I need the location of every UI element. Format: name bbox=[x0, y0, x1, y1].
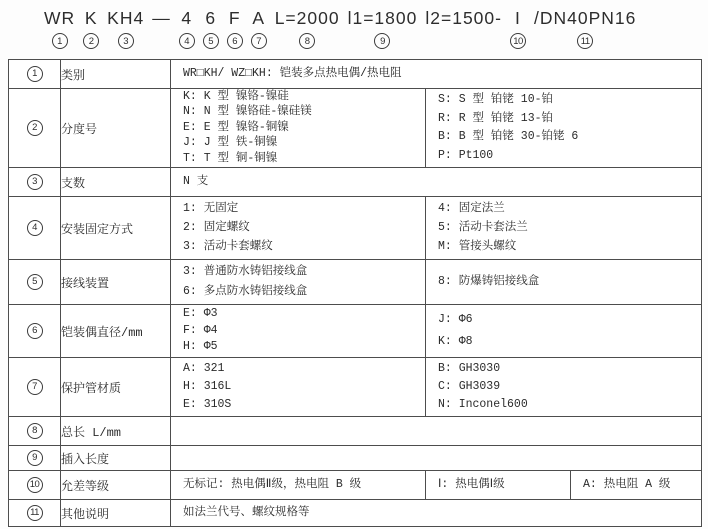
row-number-badge: 9 bbox=[27, 450, 43, 466]
cell-text: R: R 型 铂铑 13-铂 bbox=[438, 111, 554, 125]
cell-text: J: Φ6 bbox=[438, 312, 473, 326]
row-total-length bbox=[9, 417, 702, 446]
cell-text: F: Φ4 bbox=[183, 323, 218, 337]
code-segment bbox=[348, 9, 418, 49]
code-segment bbox=[179, 9, 195, 49]
cell-text: 8: 防爆铸铝接线盒 bbox=[438, 274, 540, 288]
cell-text: 如法兰代号、螺纹规格等 bbox=[183, 505, 310, 519]
code-segment bbox=[227, 9, 243, 49]
code-segment bbox=[107, 9, 144, 49]
cell-text: K: K 型 镍铬-镍硅 bbox=[183, 90, 289, 104]
cell-text: N: Inconel600 bbox=[438, 397, 528, 411]
row-tolerance-class bbox=[9, 471, 702, 500]
row-label: 铠装偶直径/mm bbox=[61, 305, 171, 358]
cell-text: E: Φ3 bbox=[183, 307, 218, 321]
row-category bbox=[9, 60, 702, 89]
cell-text: J: J 型 铁-铜镍 bbox=[183, 136, 278, 150]
row-label: 总长 L/mm bbox=[61, 417, 171, 446]
cell-text: 无标记: 热电偶Ⅱ级，热电阻 B 级 bbox=[183, 477, 362, 491]
row-label: 分度号 bbox=[61, 89, 171, 168]
code-segment-text: — bbox=[152, 8, 171, 28]
code-segment-text: 6 bbox=[205, 8, 217, 28]
cell-text: A: 热电阻 A 级 bbox=[583, 477, 671, 491]
code-segment bbox=[251, 9, 267, 49]
code-segment-text: F bbox=[228, 8, 241, 28]
cell-text: S: S 型 铂铑 10-铂 bbox=[438, 93, 554, 107]
position-marker: 7 bbox=[251, 33, 267, 49]
code-segment-text: A bbox=[252, 8, 266, 28]
code-segment-text: I bbox=[515, 8, 521, 28]
cell-text: WR□KH/ WZ□KH: 铠装多点热电偶/热电阻 bbox=[183, 66, 402, 80]
cell-text: H: 316L bbox=[183, 379, 232, 393]
row-number-badge: 3 bbox=[27, 174, 43, 190]
row-number-badge: 5 bbox=[27, 274, 43, 290]
row-label: 插入长度 bbox=[61, 446, 171, 471]
position-marker: 1 bbox=[52, 33, 68, 49]
code-segment-text: L=2000 bbox=[274, 8, 340, 28]
row-number-badge: 4 bbox=[27, 220, 43, 236]
position-marker: 5 bbox=[203, 33, 219, 49]
cell-text: 4: 固定法兰 bbox=[438, 201, 505, 215]
cell-text: 6: 多点防水铸铝接线盒 bbox=[183, 284, 308, 298]
cell-text: N 支 bbox=[183, 174, 209, 188]
cell-text: A: 321 bbox=[183, 361, 225, 375]
row-points bbox=[9, 168, 702, 197]
cell-text: Ⅰ: 热电偶Ⅰ级 bbox=[438, 477, 505, 491]
code-segment-text: 4 bbox=[181, 8, 193, 28]
code-segment bbox=[510, 9, 526, 49]
cell-text: M: 管接头螺纹 bbox=[438, 239, 517, 253]
row-label: 安装固定方式 bbox=[61, 197, 171, 260]
cell-text: T: T 型 铜-铜镍 bbox=[183, 151, 278, 165]
row-tube-material bbox=[9, 358, 702, 417]
position-marker: 8 bbox=[299, 33, 315, 49]
cell-text: 3: 普通防水铸铝接线盒 bbox=[183, 265, 308, 279]
row-number-badge: 6 bbox=[27, 323, 43, 339]
row-other-notes bbox=[9, 500, 702, 527]
code-segment-text: l2=1500- bbox=[425, 8, 502, 28]
position-marker: 10 bbox=[510, 33, 526, 49]
row-sheath-diameter bbox=[9, 305, 702, 358]
position-marker: 6 bbox=[227, 33, 243, 49]
row-graduation bbox=[9, 89, 702, 168]
row-label: 支数 bbox=[61, 168, 171, 197]
cell-text: N: N 型 镍铬硅-镍硅镁 bbox=[183, 105, 312, 119]
row-label: 类别 bbox=[61, 60, 171, 89]
row-label: 其他说明 bbox=[61, 500, 171, 527]
cell-text: 1: 无固定 bbox=[183, 201, 239, 215]
ordering-code-table bbox=[8, 59, 702, 527]
code-segment-text: KH4 bbox=[107, 8, 145, 28]
position-marker: 2 bbox=[83, 33, 99, 49]
code-segment-text: WR bbox=[44, 8, 76, 28]
cell-text: E: 310S bbox=[183, 397, 232, 411]
code-segment bbox=[44, 9, 75, 49]
code-segment bbox=[203, 9, 219, 49]
cell-text: 5: 活动卡套法兰 bbox=[438, 220, 528, 234]
cell-text: C: GH3039 bbox=[438, 379, 501, 393]
cell-text: E: E 型 镍铬-铜镍 bbox=[183, 120, 289, 134]
code-segment-text: l1=1800 bbox=[347, 8, 418, 28]
code-segment bbox=[534, 9, 636, 49]
position-marker: 4 bbox=[179, 33, 195, 49]
row-label: 允差等级 bbox=[61, 471, 171, 500]
code-segment bbox=[425, 9, 502, 49]
row-label: 接线装置 bbox=[61, 260, 171, 305]
cell-text: B: B 型 铂铑 30-铂铑 6 bbox=[438, 130, 579, 144]
row-mounting bbox=[9, 197, 702, 260]
row-number-badge: 11 bbox=[27, 505, 43, 521]
row-label: 保护管材质 bbox=[61, 358, 171, 417]
code-segment bbox=[83, 9, 99, 49]
code-segment-dash bbox=[152, 9, 171, 49]
code-segment-text: K bbox=[84, 8, 98, 28]
cell-text: H: Φ5 bbox=[183, 340, 218, 354]
model-code-header bbox=[44, 9, 636, 49]
code-segment bbox=[275, 9, 340, 49]
position-marker: 9 bbox=[374, 33, 390, 49]
position-marker: 11 bbox=[577, 33, 593, 49]
row-terminal-box bbox=[9, 260, 702, 305]
cell-text: B: GH3030 bbox=[438, 361, 501, 375]
row-number-badge: 7 bbox=[27, 379, 43, 395]
row-number-badge: 1 bbox=[27, 66, 43, 82]
code-segment-text: /DN40PN16 bbox=[533, 8, 637, 28]
row-number-badge: 10 bbox=[27, 477, 43, 493]
row-number-badge: 8 bbox=[27, 423, 43, 439]
cell-text: P: Pt100 bbox=[438, 148, 494, 162]
cell-text: K: Φ8 bbox=[438, 334, 473, 348]
position-marker: 3 bbox=[118, 33, 134, 49]
cell-text: 2: 固定螺纹 bbox=[183, 220, 250, 234]
cell-text: 3: 活动卡套螺纹 bbox=[183, 239, 273, 253]
row-number-badge: 2 bbox=[27, 120, 43, 136]
row-insertion-length bbox=[9, 446, 702, 471]
